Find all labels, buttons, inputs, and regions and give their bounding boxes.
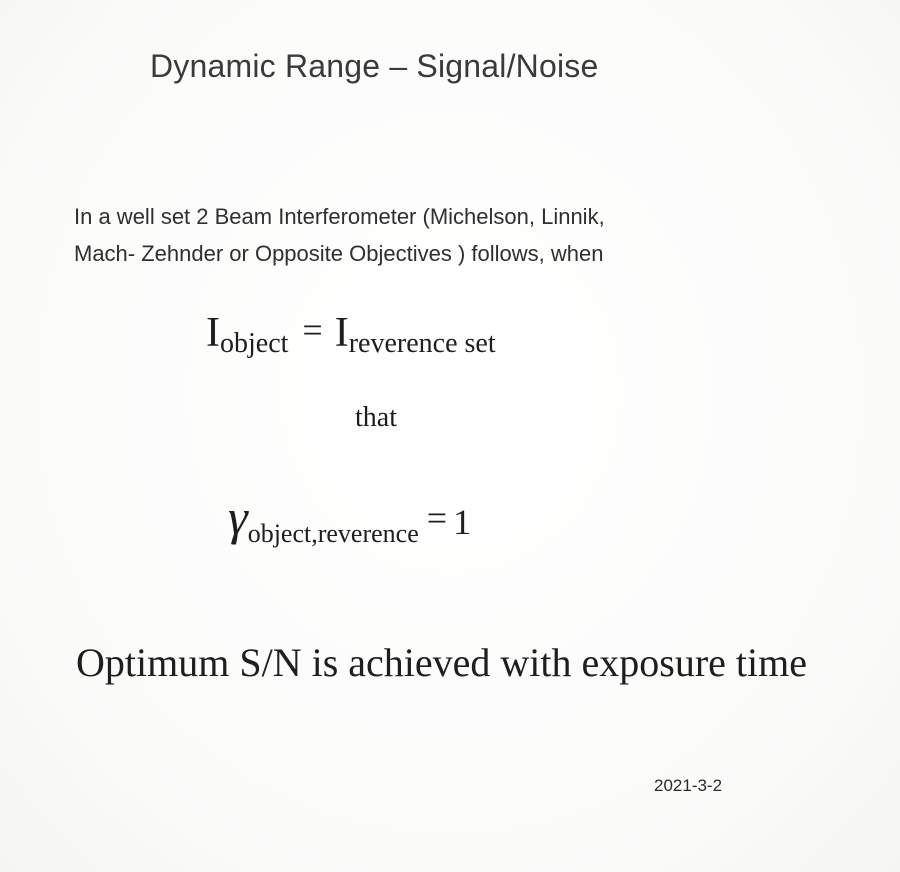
intro-paragraph [74, 198, 605, 272]
equals-sign: = [302, 310, 323, 350]
equals-sign: = [426, 498, 448, 538]
intro-line-1: In a well set 2 Beam Interferometer (Michelson, Linnik, [74, 204, 605, 229]
intensity-equation [206, 309, 496, 357]
conclusion-text: Optimum S/N is achieved with exposure time [76, 640, 807, 685]
intro-line-2: Mach- Zehnder or Opposite Objectives ) follows, when [74, 241, 604, 266]
gamma-subscript: object,reverence [247, 519, 419, 548]
gamma-symbol: γ [228, 489, 248, 545]
object-intensity-symbol: I [206, 310, 220, 356]
page-title: Dynamic Range – Signal/Noise [150, 48, 599, 84]
reference-intensity-subscript: reverence set [348, 328, 496, 359]
reference-intensity-symbol: I [334, 310, 349, 356]
coherence-equation [228, 488, 471, 546]
coherence-value: 1 [453, 502, 472, 542]
connector-word: that [355, 402, 397, 433]
document-date: 2021-3-2 [654, 776, 723, 795]
object-intensity-subscript: object [220, 328, 289, 359]
